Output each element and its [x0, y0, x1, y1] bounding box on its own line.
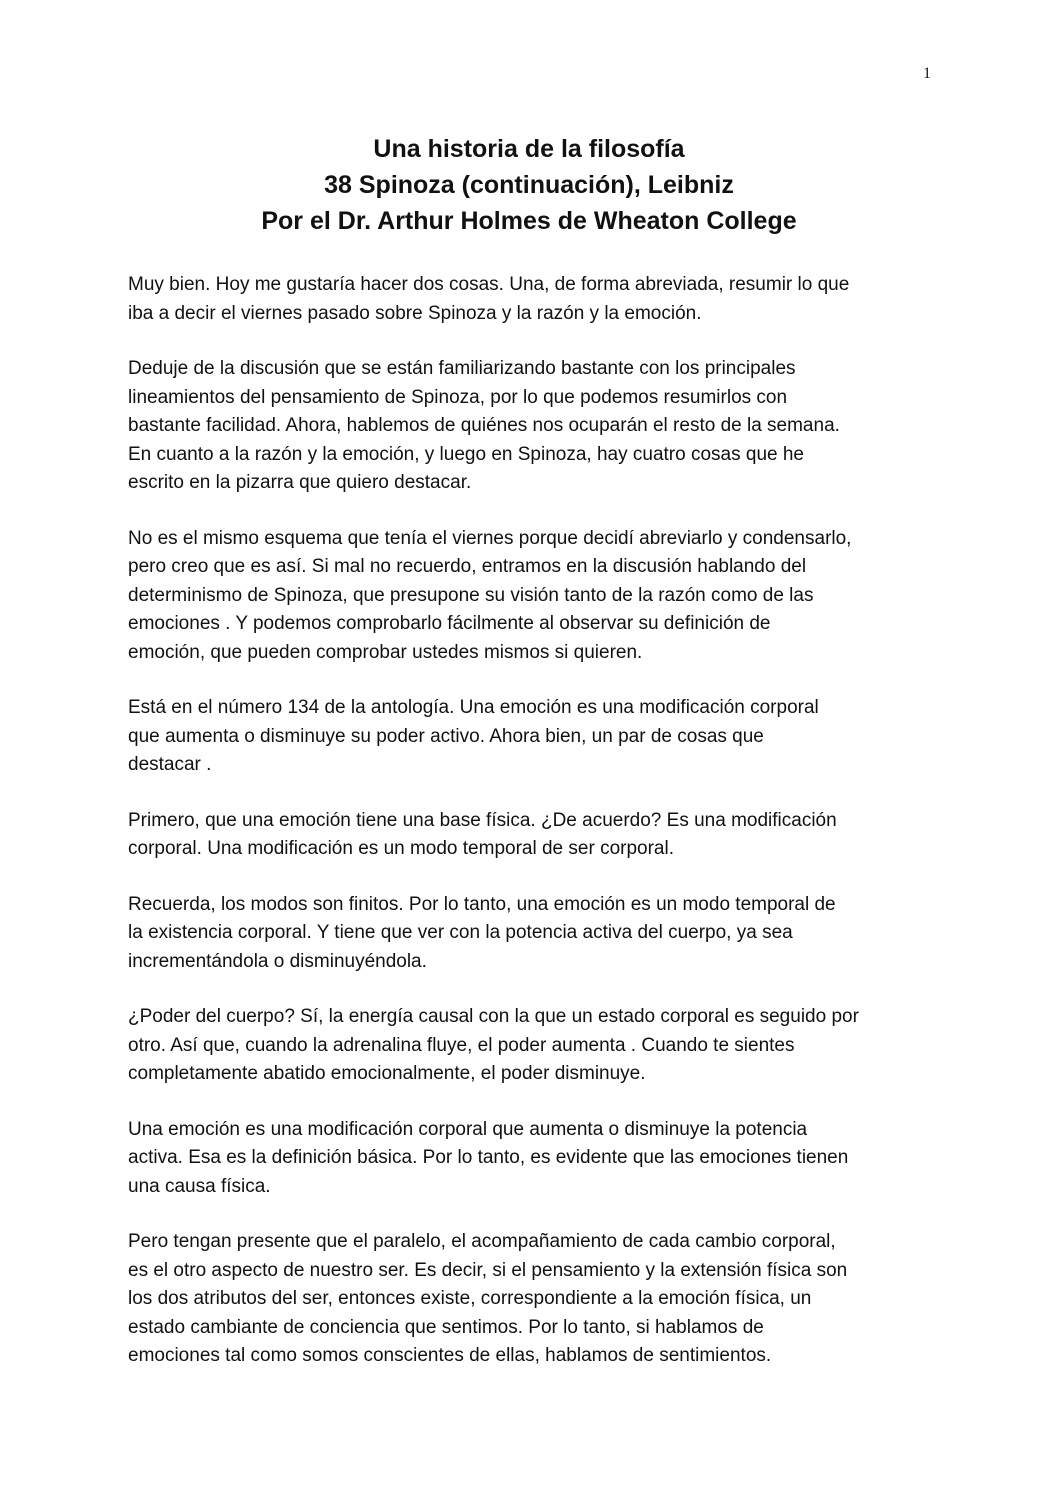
text-line: una causa física. [128, 1175, 271, 1197]
text-line: lineamientos del pensamiento de Spinoza, por lo que podemos resumirlos con [128, 386, 788, 408]
text-line: Muy bien. Hoy me gustaría hacer dos cosas. Una, de forma abreviada, resumir lo que [128, 274, 850, 295]
title-line: Por el Dr. Arthur Holmes de Wheaton College [261, 207, 797, 235]
text-line: emociones . Y podemos comprobarlo fácilmente al observar su definición de [128, 613, 771, 634]
text-line: los dos atributos del ser, entonces existe, correspondiente a la emoción física, un [128, 1288, 812, 1309]
text-line: destacar . [128, 754, 212, 775]
text-line: En cuanto a la razón y la emoción, y luego en Spinoza, hay cuatro cosas que he [128, 443, 804, 465]
paragraph [128, 807, 932, 864]
title-line: 38 Spinoza (continuación), Leibniz [324, 171, 734, 199]
text-line: emociones tal como somos conscientes de ellas, hablamos de sentimientos. [128, 1345, 772, 1366]
text-line: es el otro aspecto de nuestro ser. Es decir, si el pensamiento y la extensión física son [128, 1259, 848, 1281]
text-line: Una emoción es una modificación corporal que aumenta o disminuye la potencia [128, 1118, 808, 1140]
page-number: 1 [923, 65, 931, 82]
paragraph [128, 525, 932, 668]
paragraph [128, 1003, 932, 1089]
text-line: Pero tengan presente que el paralelo, el acompañamiento de cada cambio corporal, [128, 1231, 836, 1252]
paragraph [128, 271, 932, 328]
text-line: emoción, que pueden comprobar ustedes mismos si quieren. [128, 641, 643, 663]
document-title [0, 131, 1058, 239]
text-line: escrito en la pizarra que quiero destacar. [128, 472, 472, 493]
text-line: Está en el número 134 de la antología. Una emoción es una modificación corporal [128, 697, 819, 718]
text-line: otro. Así que, cuando la adrenalina fluye, el poder aumenta . Cuando te sientes [128, 1034, 795, 1056]
paragraph [128, 891, 932, 977]
title-line: Una historia de la filosofía [373, 135, 685, 163]
paragraph [128, 355, 932, 498]
text-line: No es el mismo esquema que tenía el viernes porque decidí abreviarlo y condensarlo, [128, 527, 852, 549]
text-line: bastante facilidad. Ahora, hablemos de quiénes nos ocuparán el resto de la semana. [128, 415, 840, 436]
text-line: Primero, que una emoción tiene una base física. ¿De acuerdo? Es una modificación [128, 809, 837, 831]
document-body [128, 271, 932, 1398]
paragraph [128, 1228, 932, 1371]
paragraph [128, 1116, 932, 1202]
text-line: completamente abatido emocionalmente, el poder disminuye. [128, 1063, 646, 1084]
text-line: corporal. Una modificación es un modo temporal de ser corporal. [128, 838, 674, 859]
text-line: ¿Poder del cuerpo? Sí, la energía causal con la que un estado corporal es seguido por [128, 1006, 859, 1027]
text-line: Recuerda, los modos son finitos. Por lo tanto, una emoción es un modo temporal de [128, 893, 836, 915]
text-line: que aumenta o disminuye su poder activo. Ahora bien, un par de cosas que [128, 725, 764, 747]
text-line: iba a decir el viernes pasado sobre Spinoza y la razón y la emoción. [128, 302, 702, 324]
text-line: incrementándola o disminuyéndola. [128, 950, 427, 972]
text-line: pero creo que es así. Si mal no recuerdo, entramos en la discusión hablando del [128, 556, 807, 577]
paragraph [128, 694, 932, 780]
text-line: Deduje de la discusión que se están familiarizando bastante con los principales [128, 358, 796, 379]
text-line: determinismo de Spinoza, que presupone su visión tanto de la razón como de las [128, 584, 814, 606]
text-line: activa. Esa es la definición básica. Por lo tanto, es evidente que las emociones tienen [128, 1147, 849, 1168]
text-line: la existencia corporal. Y tiene que ver con la potencia activa del cuerpo, ya sea [128, 922, 793, 943]
text-line: estado cambiante de conciencia que sentimos. Por lo tanto, si hablamos de [128, 1316, 764, 1338]
